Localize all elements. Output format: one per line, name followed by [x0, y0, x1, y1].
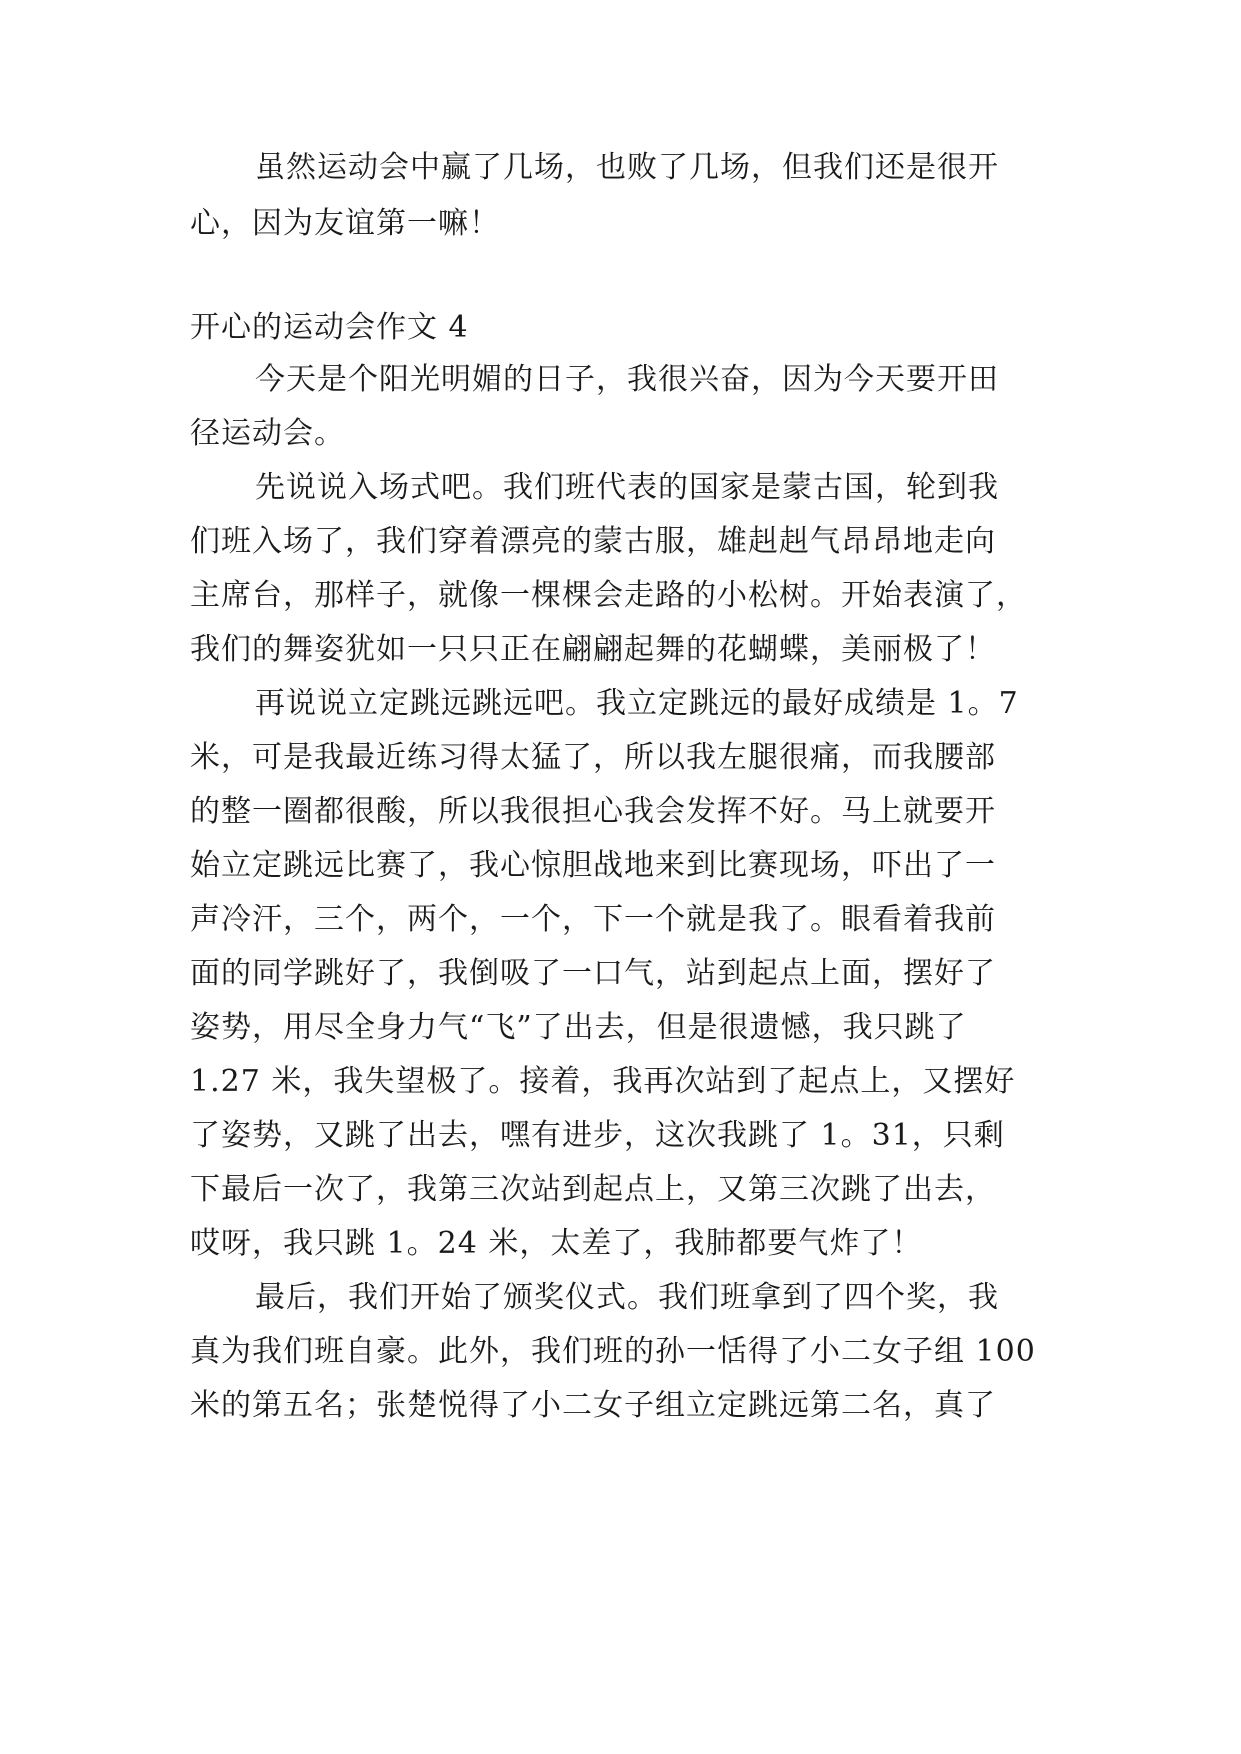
paragraph-3-line-4: 我们的舞姿犹如一只只正在翩翩起舞的花蝴蝶，美丽极了！ [190, 632, 996, 667]
paragraph-4-line-1: 再说说立定跳远跳远吧。我立定跳远的最好成绩是 1。7 [255, 686, 1019, 721]
paragraph-4-line-2: 米，可是我最近练习得太猛了，所以我左腿很痛，而我腰部 [190, 740, 996, 775]
paragraph-4-line-5: 声冷汗，三个，两个，一个，下一个就是我了。眼看着我前 [190, 902, 996, 937]
paragraph-2-line-2: 径运动会。 [190, 416, 345, 451]
paragraph-4-line-8: 1.27 米，我失望极了。接着，我再次站到了起点上，又摆好 [190, 1064, 1016, 1099]
paragraph-4-line-4: 始立定跳远比赛了，我心惊胆战地来到比赛现场，吓出了一 [190, 848, 996, 883]
paragraph-5-line-1: 最后，我们开始了颁奖仪式。我们班拿到了四个奖，我 [255, 1280, 999, 1315]
paragraph-5-line-3: 米的第五名；张楚悦得了小二女子组立定跳远第二名，真了 [190, 1388, 996, 1423]
paragraph-1-line-2: 心，因为友谊第一嘛！ [190, 206, 500, 241]
paragraph-2-line-1: 今天是个阳光明媚的日子，我很兴奋，因为今天要开田 [255, 362, 999, 397]
paragraph-3-line-2: 们班入场了，我们穿着漂亮的蒙古服，雄赳赳气昂昂地走向 [190, 524, 996, 559]
paragraph-1-line-1: 虽然运动会中赢了几场，也败了几场，但我们还是很开 [255, 150, 999, 185]
paragraph-4-line-10: 下最后一次了，我第三次站到起点上，又第三次跳了出去， [190, 1172, 996, 1207]
paragraph-4-line-3: 的整一圈都很酸，所以我很担心我会发挥不好。马上就要开 [190, 794, 996, 829]
paragraph-5-line-2: 真为我们班自豪。此外，我们班的孙一恬得了小二女子组 100 [190, 1334, 1036, 1369]
paragraph-3-line-3: 主席台，那样子，就像一棵棵会走路的小松树。开始表演了， [190, 578, 1027, 613]
paragraph-3-line-1: 先说说入场式吧。我们班代表的国家是蒙古国，轮到我 [255, 470, 999, 505]
paragraph-4-line-6: 面的同学跳好了，我倒吸了一口气，站到起点上面，摆好了 [190, 956, 996, 991]
paragraph-4-line-9: 了姿势，又跳了出去，嘿有进步，这次我跳了 1。31，只剩 [190, 1118, 1005, 1153]
section-heading: 开心的运动会作文 4 [190, 310, 469, 345]
paragraph-4-line-7: 姿势，用尽全身力气“飞”了出去，但是很遗憾，我只跳了 [190, 1010, 967, 1045]
paragraph-4-line-11: 哎呀，我只跳 1。24 米，太差了，我肺都要气炸了！ [190, 1226, 923, 1261]
